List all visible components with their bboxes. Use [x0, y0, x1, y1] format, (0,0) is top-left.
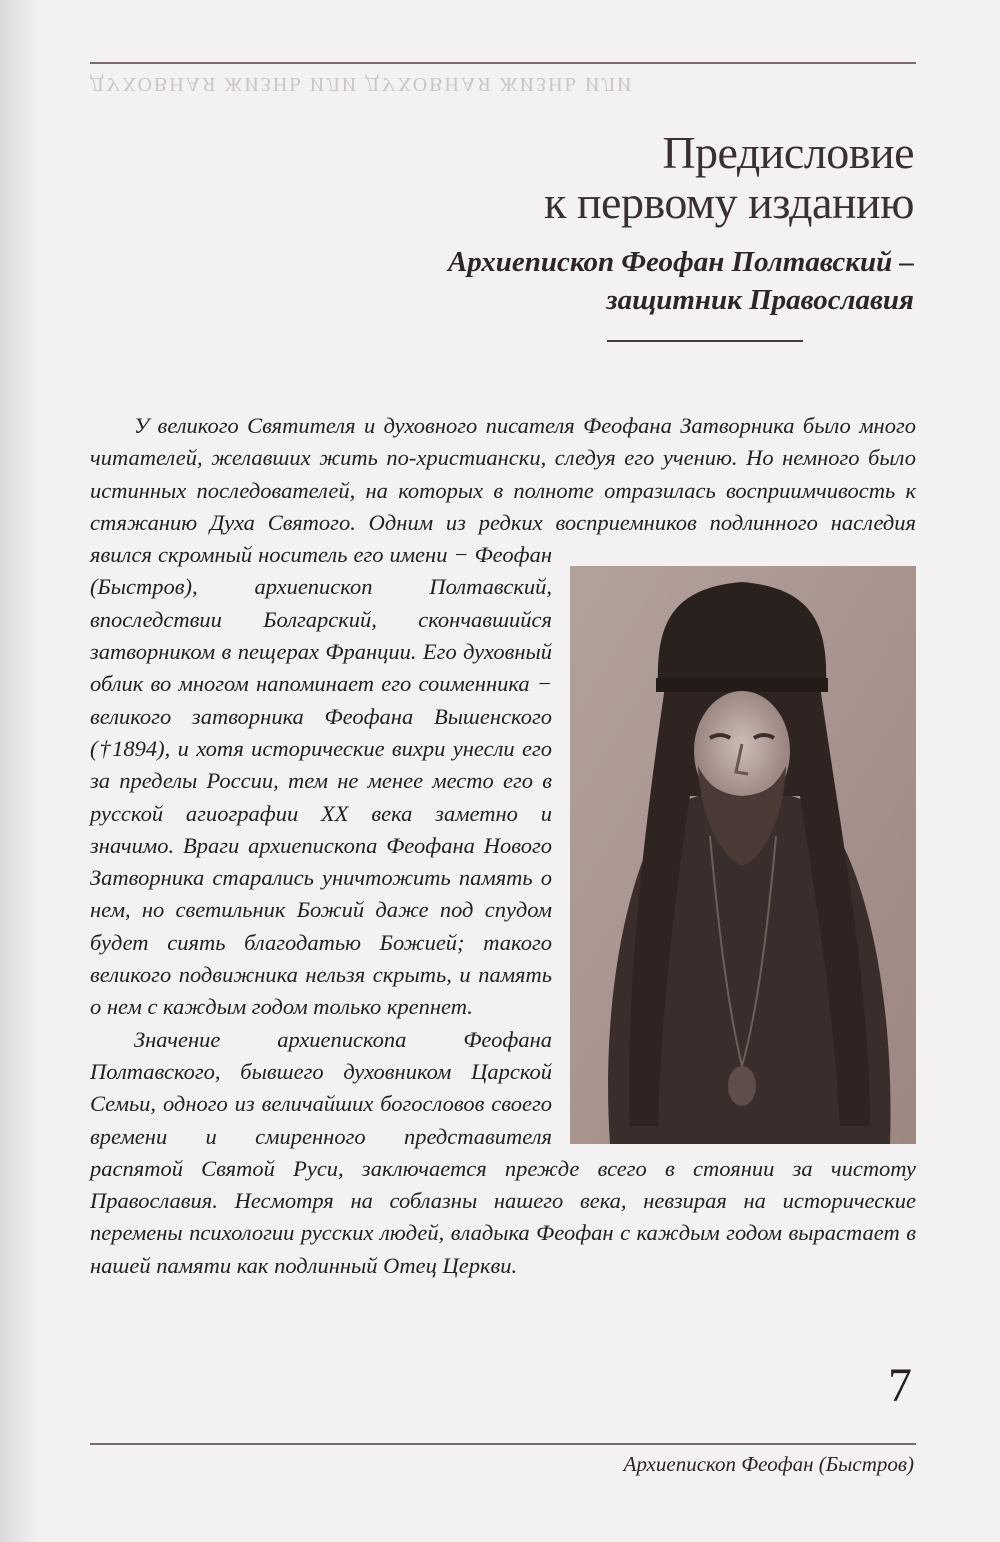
subtitle-line-1: Архиепископ Феофан Полтавский –: [447, 246, 914, 278]
portrait-image: [570, 566, 916, 1144]
show-through-text: ДУХОВНАЯ ЖИЗНЬ ИЛИ ДУХОВНАЯ ЖИЗНЬ ИЛИ: [90, 73, 634, 95]
subtitle-line-2: защитник Православия: [606, 284, 914, 316]
title-divider: [607, 340, 803, 342]
page-subtitle: [448, 243, 914, 319]
paragraph-2: Значение архиепископа Феофана Полтавского, бывшего духовником Царской Семьи, одного из величайших богословов своего времени и смиренного представителя распятой Святой Руси, заключается прежде всего в стоянии за чистоту Православия. Несмотря на соблазны нашего века, невзирая на исторические перемены психологии русских людей, владыка Феофан с каждым годом вырастает в нашей памяти как подлинный Отец Церкви.: [90, 1026, 916, 1278]
portrait-photo: [570, 566, 916, 1144]
article-body: [90, 410, 916, 1282]
title-line-2: к первому изданию: [544, 177, 914, 228]
paragraph-1: У великого Святителя и духовного писателя Феофана Затворника было много читателей, желавших жить по-христиански, следуя его учению. Но немного было истинных последователей, на которых в полноте отразилась восприимчивость к стяжанию Духа Святого. Одним из редких восприемников подлинного наследия явился скромный носитель его имени − Феофан (Быстров), архиепископ Полтавский, впоследствии Болгарский, скончавшийся затворником в пещерах Франции. Его духовный облик во многом напоминает его соименника − великого затворника Феофана Вышенского (†1894), и хотя исторические вихри унесли его за пределы России, тем не менее место его в русской агиографии XX века заметно и значимо. Враги архиепископа Феофана Нового Затворника старались уничтожить память о нем, но светильник Божий даже под спудом будет сиять благодатью Божией; такого великого подвижника нельзя скрыть, и память о нем с каждым годом только крепнет.: [90, 413, 916, 1020]
page-number: 7: [888, 1359, 912, 1412]
bottom-rule: [90, 1443, 916, 1445]
page-gutter-shadow: [0, 0, 42, 1542]
top-rule: [90, 62, 916, 64]
running-footer: Архиепископ Феофан (Быстров): [623, 1452, 914, 1476]
title-line-1: Предисловие: [662, 127, 914, 178]
page-title: [544, 128, 914, 228]
